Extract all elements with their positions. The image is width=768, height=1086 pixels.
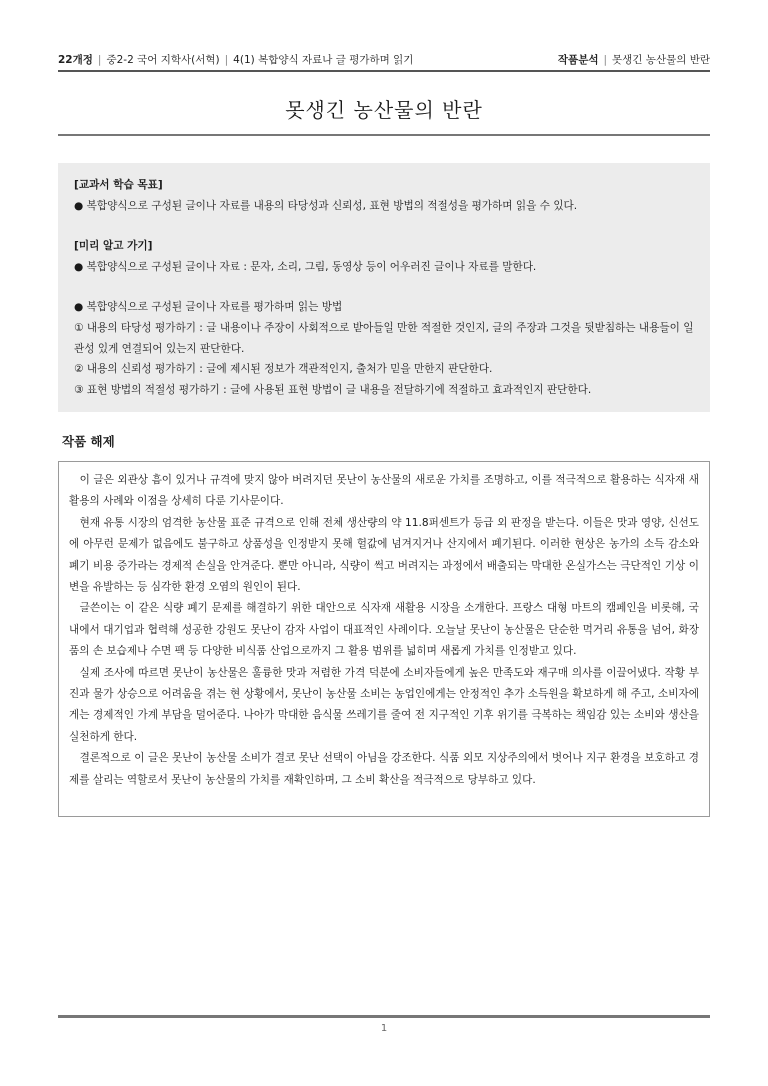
page-header — [58, 50, 710, 70]
header-unit: 4(1) 복합양식 자료나 글 평가하며 읽기 — [233, 54, 414, 66]
header-section: 작품분석 — [557, 54, 599, 66]
header-course-info: 22개정 | 중2-2 국어 지학사(서혁) | 4(1) 복합양식 자료나 글 평가하며 읽기 — [58, 54, 414, 66]
reading-method-item: ② 내용의 신뢰성 평가하기 : 글에 제시된 정보가 객관적인지, 출처가 믿을 만한지 판단한다. — [74, 363, 493, 376]
page-number: 1 — [380, 1023, 388, 1034]
title-divider — [58, 134, 710, 136]
analysis-paragraph: 현재 유통 시장의 엄격한 농산물 표준 규격으로 인해 전체 생산량의 약 11.8퍼센트가 등급 외 판정을 받는다. 이들은 맛과 영양, 신선도에 아무런 문제가 없음에도 불구하고 상품성을 인정받지 못해 헐값에 넘겨지거나 산지에서 폐기된다. 이러한 현상은 농가의 소득 감소와 폐기 비용 증가라는 경제적 손실을 안겨준다. 뿐만 아니라, 식량이 썩고 버려지는 과정에서 배출되는 막대한 온실가스는 극단적인 기상 이변을 유발하는 등 심각한 환경 오염의 원인이 된다. — [69, 516, 699, 594]
reading-method-item: ③ 표현 방법의 적절성 평가하기 : 글에 사용된 표현 방법이 글 내용을 전달하기에 적절하고 효과적인지 판단한다. — [74, 383, 592, 396]
header-course: 중2-2 국어 지학사(서혁) — [106, 54, 220, 66]
header-work-info: 작품분석 | 못생긴 농산물의 반란 — [557, 54, 710, 66]
analysis-paragraph: 실제 조사에 따르면 못난이 농산물은 훌륭한 맛과 저렴한 가격 덕분에 소비자들에게 높은 만족도와 재구매 의사를 이끌어냈다. 작황 부진과 물가 상승으로 어려움을 겪는 현 상황에서, 못난이 농산물 소비는 농업인에게는 안정적인 추가 소득원을 확보하게 해 주고, 소비자에게는 경제적인 가계 부담을 덜어준다. 나아가 막대한 음식물 쓰레기를 줄여 전 지구적인 기후 위기를 극복하는 책임감 있는 소비와 생산을 실천하게 한다. — [69, 666, 699, 743]
reading-method-item: ① 내용의 타당성 평가하기 : 글 내용이나 주장이 사회적으로 받아들일 만한 적절한 것인지, 글의 주장과 그것을 뒷받침하는 내용들이 일관성 있게 연결되어 있는지 판단한다. — [74, 321, 694, 355]
analysis-box — [58, 461, 710, 817]
footer-divider — [58, 1015, 710, 1018]
prior-knowledge-heading: [미리 알고 가기] — [74, 240, 153, 253]
header-divider — [58, 70, 710, 72]
header-edition: 22개정 — [58, 54, 93, 66]
learning-goals-box — [58, 163, 710, 412]
analysis-paragraph: 결론적으로 이 글은 못난이 농산물 소비가 결코 못난 선택이 아님을 강조한다. 식품 외모 지상주의에서 벗어나 지구 환경을 보호하고 경제를 살리는 역할로서 못난이 농산물의 가치를 재확인하며, 그 소비 확산을 적극적으로 당부하고 있다. — [69, 752, 699, 786]
analysis-heading: 작품 해제 — [62, 434, 115, 449]
analysis-paragraph: 글쓴이는 이 같은 식량 폐기 문제를 해결하기 위한 대안으로 식자재 새활용 시장을 소개한다. 프랑스 대형 마트의 캠페인을 비롯해, 국내에서 대기업과 협력해 성공한 강원도 못난이 감자 사업이 대표적인 사례이다. 오늘날 못난이 농산물은 단순한 먹거리 유통을 넘어, 화장품의 손 보습제나 수면 팩 등 다양한 비식품 산업으로까지 그 활용 범위를 넓히며 새롭게 가치를 인정받고 있다. — [69, 602, 699, 658]
objective-text: ● 복합양식으로 구성된 글이나 자료를 내용의 타당성과 신뢰성, 표현 방법의 적절성을 평가하며 읽을 수 있다. — [74, 199, 578, 212]
page-title: 못생긴 농산물의 반란 — [285, 98, 483, 122]
header-work: 못생긴 농산물의 반란 — [612, 54, 710, 66]
reading-method-heading: ● 복합양식으로 구성된 글이나 자료를 평가하며 읽는 방법 — [74, 301, 343, 314]
prior-knowledge-text: ● 복합양식으로 구성된 글이나 자료 : 문자, 소리, 그림, 동영상 등이 어우러진 글이나 자료를 말한다. — [74, 260, 537, 273]
analysis-paragraph: 이 글은 외관상 흠이 있거나 규격에 맞지 않아 버려지던 못난이 농산물의 새로운 가치를 조명하고, 이를 적극적으로 활용하는 식자재 새활용의 사례와 이점을 상세히 다룬 기사문이다. — [69, 474, 699, 508]
objective-heading: [교과서 학습 목표] — [74, 179, 163, 191]
